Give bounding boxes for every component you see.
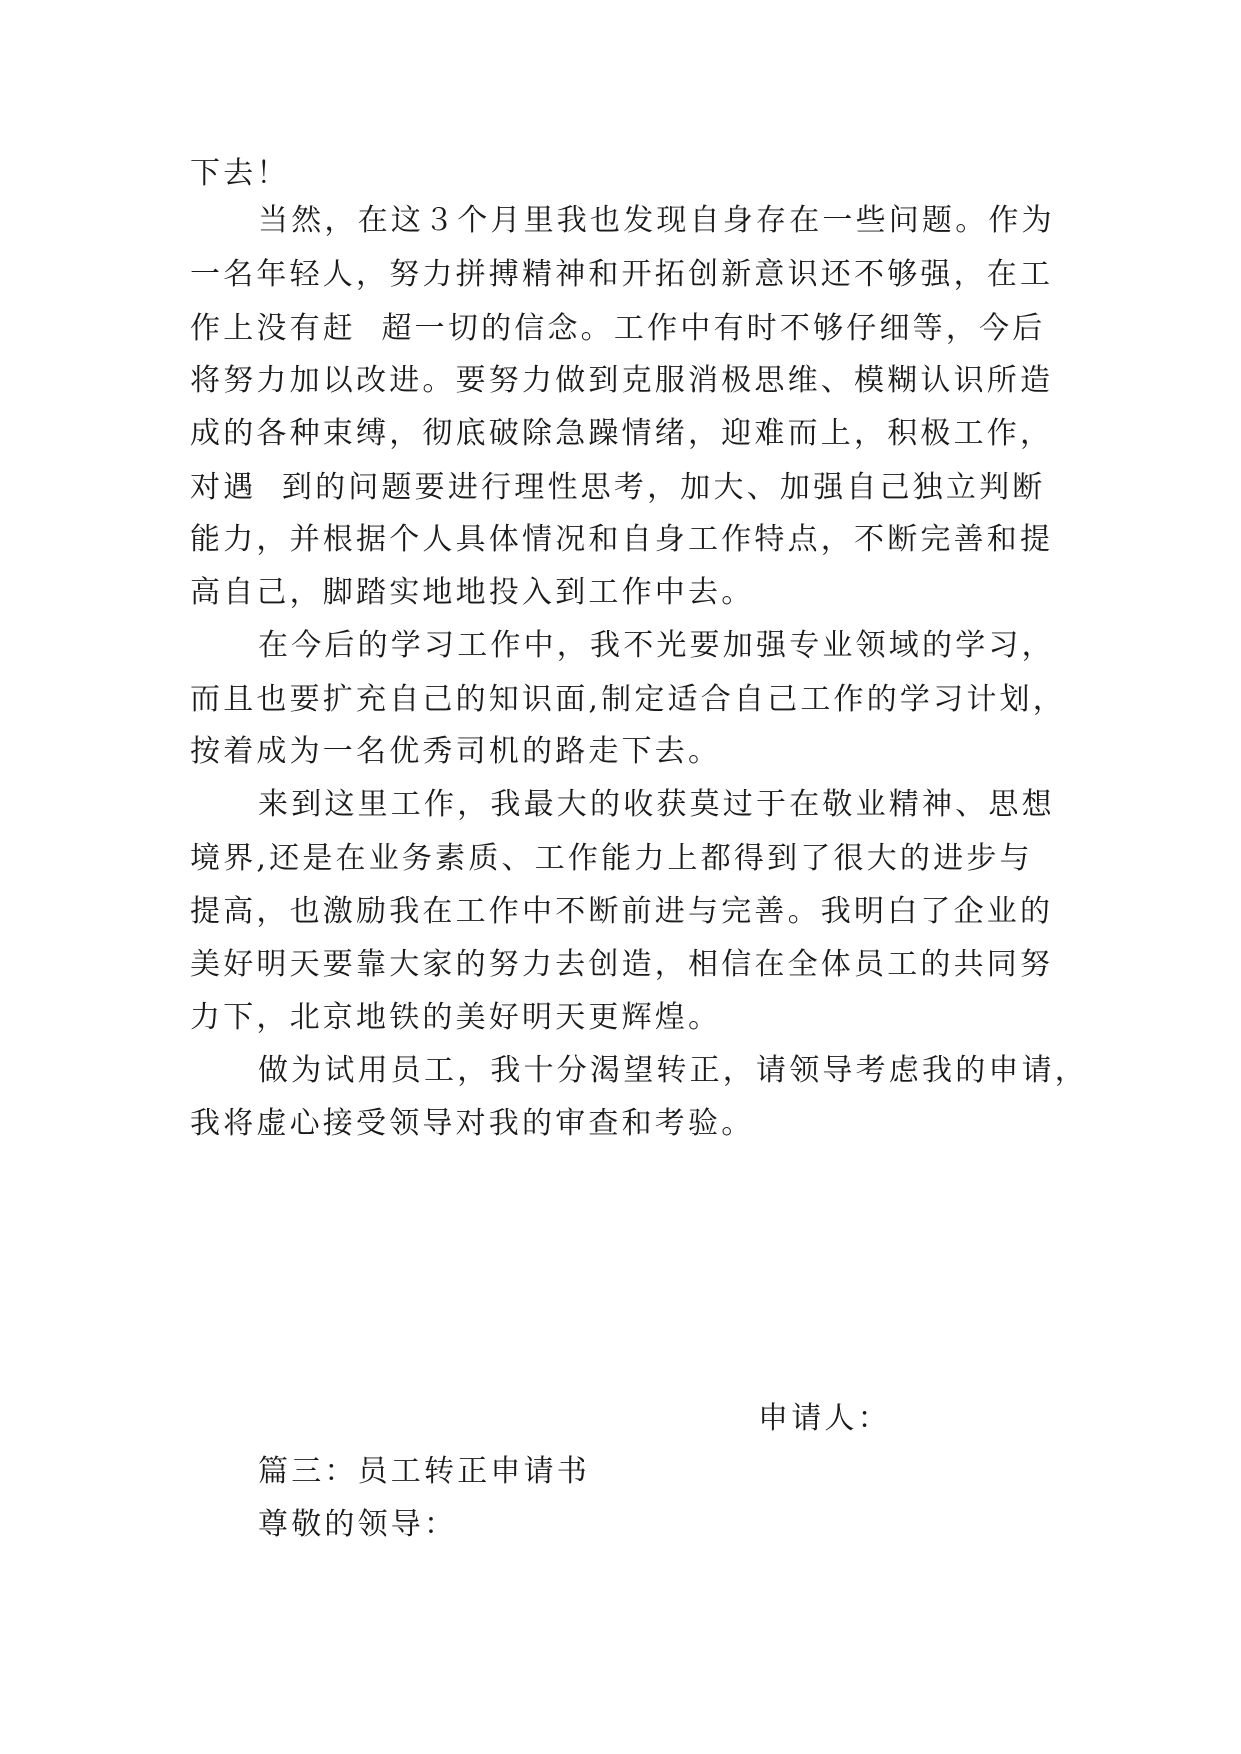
text-line: 而且也要扩充自己的知识面,制定适合自己工作的学习计划， (190, 682, 1066, 717)
paragraph-first-line: 做为试用员工，我十分渴望转正，请领导考虑我的申请， (258, 1053, 1088, 1088)
text-line: 我将虚心接受领导对我的审查和考验。 (190, 1106, 755, 1141)
text-line: 一名年轻人，努力拼搏精神和开拓创新意识还不够强，在工 (190, 257, 1054, 292)
text-line: 境界,还是在业务素质、工作能力上都得到了很大的进步与 (190, 841, 1033, 876)
paragraph-first-line: 当然，在这３个月里我也发现自身存在一些问题。作为 (258, 203, 1055, 238)
text-line: 高自己，脚踏实地地投入到工作中去。 (190, 575, 755, 610)
section-heading: 篇三：员工转正申请书 (258, 1454, 590, 1489)
text-line: 能力，并根据个人具体情况和自身工作特点，不断完善和提 (190, 522, 1054, 557)
salutation: 尊敬的领导： (258, 1507, 458, 1542)
text-line: 下去！ (190, 156, 290, 191)
text-line: 将努力加以改进。要努力做到克服消极思维、模糊认识所造 (190, 363, 1054, 398)
text-line: 力下，北京地铁的美好明天更辉煌。 (190, 1000, 722, 1035)
text-line: 提高，也激励我在工作中不断前进与完善。我明白了企业的 (190, 894, 1054, 929)
text-line: 成的各种束缚，彻底破除急躁情绪，迎难而上，积极工作， (190, 416, 1054, 451)
text-line: 作上没有赶 超一切的信念。工作中有时不够仔细等，今后 (190, 311, 1046, 346)
text-line: 按着成为一名优秀司机的路走下去。 (190, 734, 722, 769)
paragraph-first-line: 在今后的学习工作中，我不光要加强专业领域的学习， (258, 628, 1055, 663)
text-line: 对遇 到的问题要进行理性思考，加大、加强自己独立判断 (190, 470, 1046, 505)
signature-label: 申请人： (758, 1401, 891, 1436)
text-line: 美好明天要靠大家的努力去创造，相信在全体员工的共同努 (190, 947, 1054, 982)
paragraph-first-line: 来到这里工作，我最大的收获莫过于在敬业精神、思想 (258, 787, 1055, 822)
